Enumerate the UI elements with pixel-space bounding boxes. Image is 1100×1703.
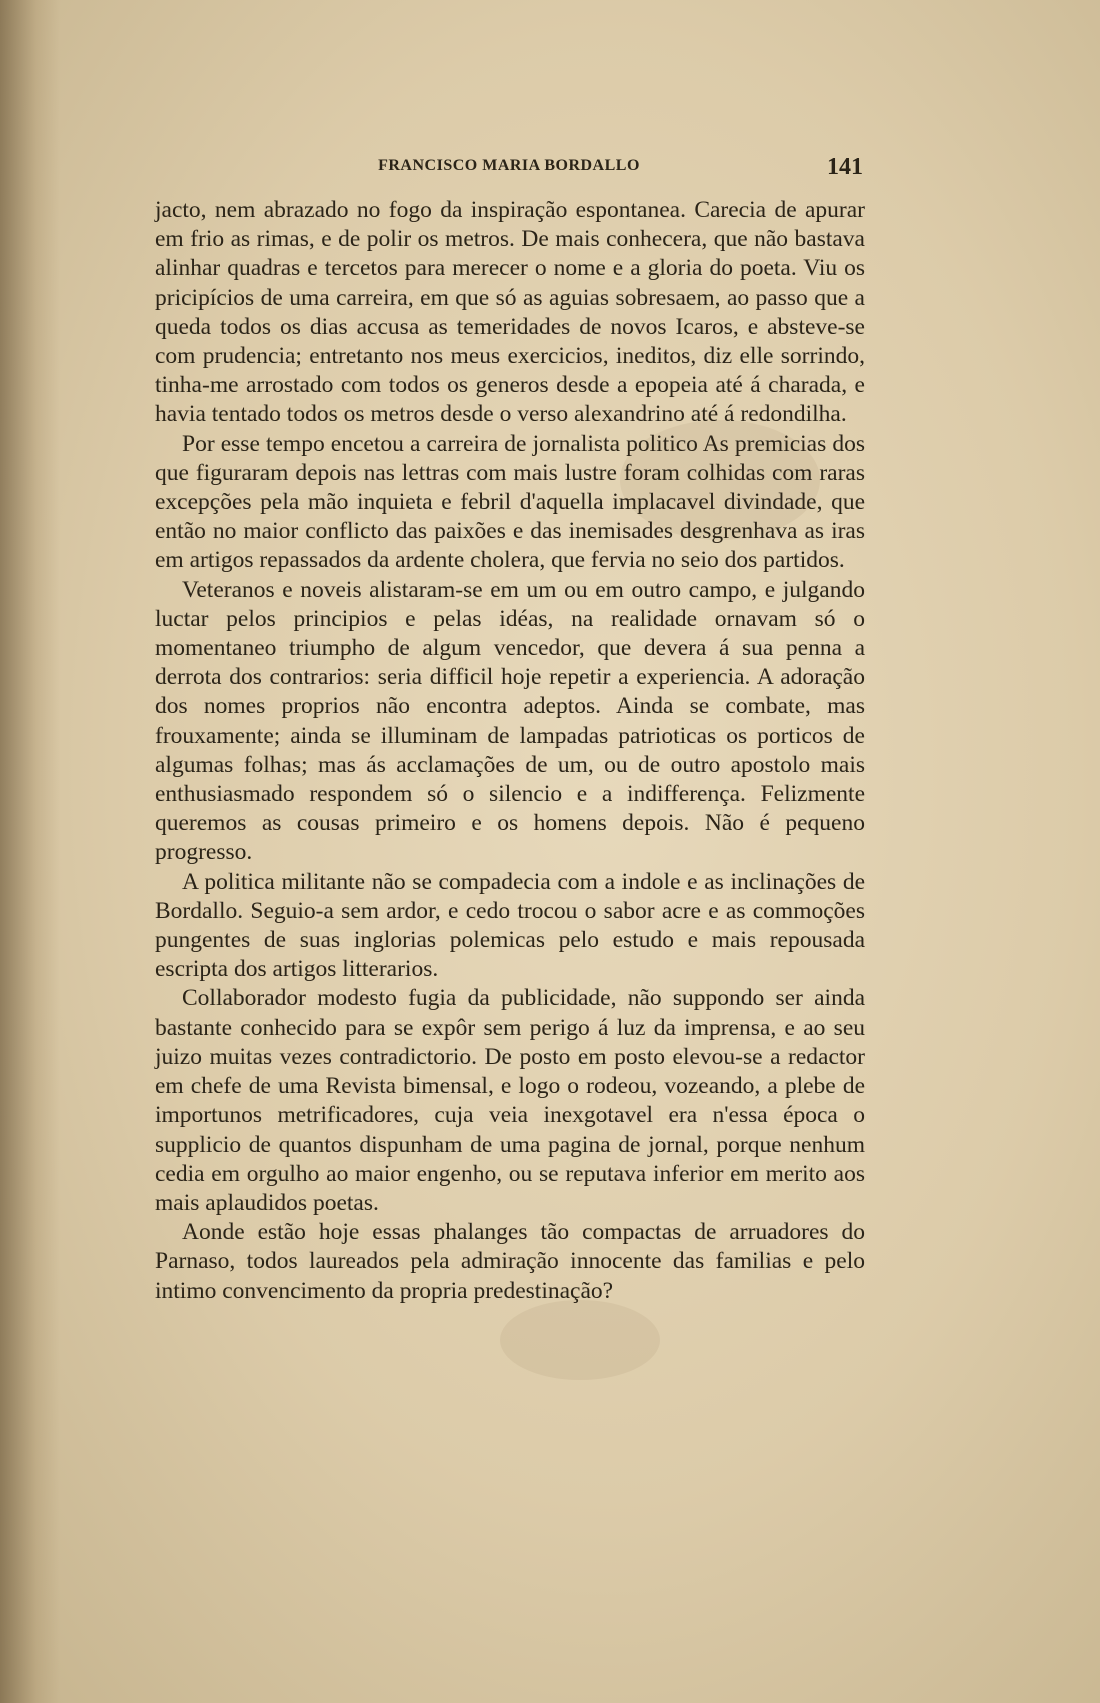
paper-stain: [500, 1300, 660, 1380]
page-number: 141: [827, 154, 863, 180]
paragraph: Por esse tempo encetou a carreira de jornalista politico As premicias dos que figuraram depois nas lettras com mais lustre foram colhidas com raras excepções pela mão inquieta e febril d'aquella implacavel divindade, que então no maior conflicto das paixões e das inemisades desgrenhava as iras em artigos repassados da ardente cholera, que fervia no seio dos partidos.: [155, 430, 865, 574]
body-text: [155, 196, 865, 1306]
paragraph: Veteranos e noveis alistaram-se em um ou em outro campo, e julgando luctar pelos principios e pelas idéas, na realidade ornavam só o momentaneo triumpho de algum vencedor, que devera á sua penna a derrota dos contrarios: seria difficil hoje repetir a experiencia. A adoração dos nomes proprios não encontra adeptos. Ainda se combate, mas frouxamente; ainda se illuminam de lampadas patrioticas os porticos de algumas folhas; mas ás acclamações de um, ou de outro apostolo mais enthusiasmado respondem só o silencio e a indifferença. Felizmente queremos as cousas primeiro e os homens depois. Não é pequeno progresso.: [155, 576, 865, 866]
running-title: FRANCISCO MARIA BORDALLO: [378, 157, 640, 174]
spine-shadow: [0, 0, 60, 1703]
running-head: [155, 154, 863, 181]
paragraph: Collaborador modesto fugia da publicidade, não suppondo ser ainda bastante conhecido para se expôr sem perigo á luz da imprensa, e ao seu juizo muitas vezes contradictorio. De posto em posto elevou-se a redactor em chefe de uma Revista bimensal, e logo o rodeou, vozeando, a plebe de importunos metrificadores, cuja veia inexgotavel era n'essa época o supplicio de quantos dispunham de uma pagina de jornal, porque nenhum cedia em orgulho ao maior engenho, ou se reputava inferior em merito aos mais aplaudidos poetas.: [155, 985, 865, 1216]
paragraph: A politica militante não se compadecia com a indole e as inclinações de Bordallo. Seguio-a sem ardor, e cedo trocou o sabor acre e as commoções pungentes de suas inglorias polemicas pelo estudo e mais repousada escripta dos artigos litterarios.: [155, 868, 865, 983]
paragraph: Aonde estão hoje essas phalanges tão compactas de arruadores do Parnaso, todos laureados pela admiração innocente das familias e pelo intimo convencimento da propria predestinação?: [155, 1219, 865, 1304]
paragraph: jacto, nem abrazado no fogo da inspiração espontanea. Carecia de apurar em frio as rimas, e de polir os metros. De mais conhecera, que não bastava alinhar quadras e tercetos para merecer o nome e a gloria do poeta. Viu os pricipícios de uma carreira, em que só as aguias sobresaem, ao passo que a queda todos os dias accusa as temeridades de novos Icaros, e absteve-se com prudencia; entretanto nos meus exercicios, ineditos, diz elle sorrindo, tinha-me arrostado com todos os generos desde a epopeia até á charada, e havia tentado todos os metros desde o verso alexandrino até á redondilha.: [155, 197, 865, 428]
